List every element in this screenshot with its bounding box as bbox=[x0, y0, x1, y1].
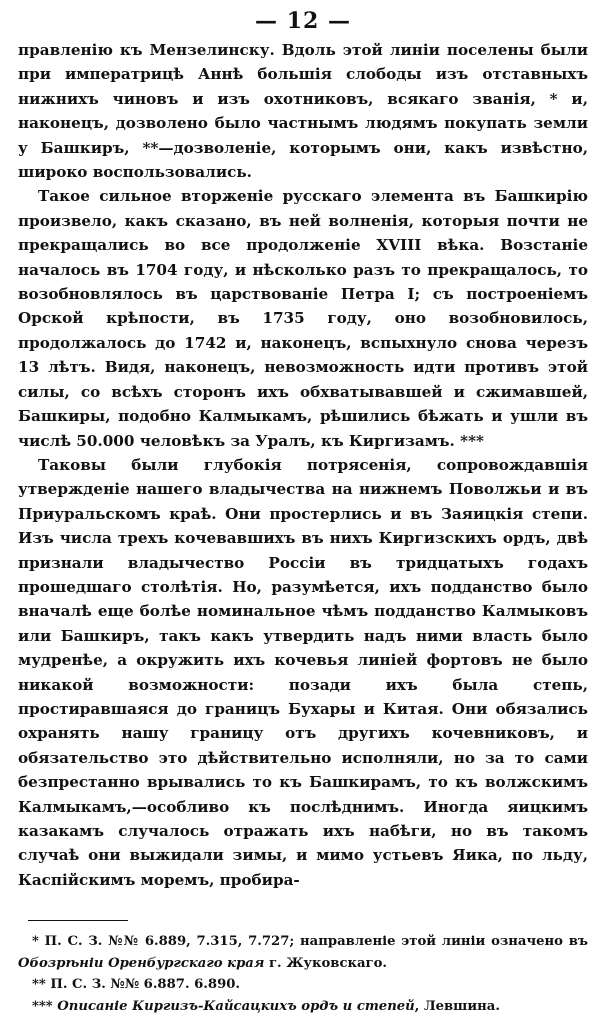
footnote-3-mark: *** bbox=[32, 998, 53, 1014]
document-page bbox=[18, 6, 588, 1014]
footnote-2-text: П. С. З. №№ 6.887. 6.890. bbox=[50, 977, 241, 993]
footnote-3 bbox=[18, 996, 588, 1017]
footnote-divider bbox=[28, 920, 128, 921]
footnote-2-mark: ** bbox=[32, 977, 46, 993]
paragraph-3: Таковы были глубокія потрясенія, сопровождавшія утвержденіе нашего владычества на нижнемъ Поволжьи и въ Приуральскомъ краѣ. Они простерлись и въ Заяицкія степи. Изъ числа трехъ кочевавшихъ въ нихъ Киргизскихъ ордъ, двѣ признали владычество Россіи въ тридцатыхъ годахъ прошедшаго столѣтія. Но, разумѣется, ихъ подданство было вначалѣ еще болѣе номинальное чѣмъ подданство Калмыковъ или Башкиръ, такъ какъ утвердить надъ ними власть было мудренѣе, а окружить ихъ кочевья линіей фортовъ не было никакой возможности: позади ихъ была степь, простиравшаяся до границъ Бухары и Китая. Они обязались охранять нашу границу отъ другихъ кочевниковъ, и обязательство это дѣйствительно исполняли, но за то сами безпрестанно врывались то къ Башкирамъ, то къ волжскимъ Калмыкамъ,—особливо къ послѣднимъ. Иногда яицкимъ казакамъ случалось отражать ихъ набѣги, но въ такомъ случаѣ они выжидали зимы, и мимо устьевъ Яика, по льду, Каспійскимъ моремъ, пробира- bbox=[18, 455, 588, 889]
footnote-1-text: П. С. З. №№ 6.889, 7.315, 7.727; направленіе этой линіи означено въ bbox=[44, 934, 588, 950]
footnotes bbox=[18, 931, 588, 1017]
footnote-1-title: Обозрѣніи Оренбургскаго края bbox=[18, 955, 265, 971]
footnote-3-title: Описаніе Киргизъ-Кайсацкихъ ордъ и степей bbox=[57, 998, 415, 1014]
footnote-3-author: , Левшина. bbox=[414, 998, 500, 1014]
footnote-1 bbox=[18, 931, 588, 974]
paragraph-1: правленію къ Мензелинску. Вдоль этой линіи поселены были при императрицѣ Аннѣ большія слободы изъ отставныхъ нижнихъ чиновъ и изъ охотниковъ, всякаго званія, * и, наконецъ, дозволено было частнымъ людямъ покупать земли у Башкиръ, **—дозволеніе, которымъ они, какъ извѣстно, широко воспользовались. bbox=[18, 41, 588, 182]
footnote-1-mark: * bbox=[32, 934, 39, 950]
footnote-1-author: г. Жуковскаго. bbox=[264, 955, 388, 971]
body-text bbox=[18, 38, 588, 892]
footnote-2 bbox=[18, 974, 588, 996]
paragraph-2: Такое сильное вторженіе русскаго элемента въ Башкирію произвело, какъ сказано, въ ней волненія, которыя почти не прекращались во все продолженіе XVIII вѣка. Возстаніе началось въ 1704 году, и нѣсколько разъ то прекращалось, то возобновлялось въ царствованіе Петра I; съ построеніемъ Орской крѣпости, въ 1735 году, оно возобновилось, продолжалось до 1742 и, наконецъ, вспыхнуло снова черезъ 13 лѣтъ. Видя, наконецъ, невозможность идти противъ этой силы, со всѣхъ сторонъ ихъ обхватывавшей и сжимавшей, Башкиры, подобно Калмыкамъ, рѣшились бѣжать и ушли въ числѣ 50.000 человѣкъ за Уралъ, къ Киргизамъ. *** bbox=[18, 187, 588, 450]
page-number: — 12 — bbox=[255, 8, 351, 34]
